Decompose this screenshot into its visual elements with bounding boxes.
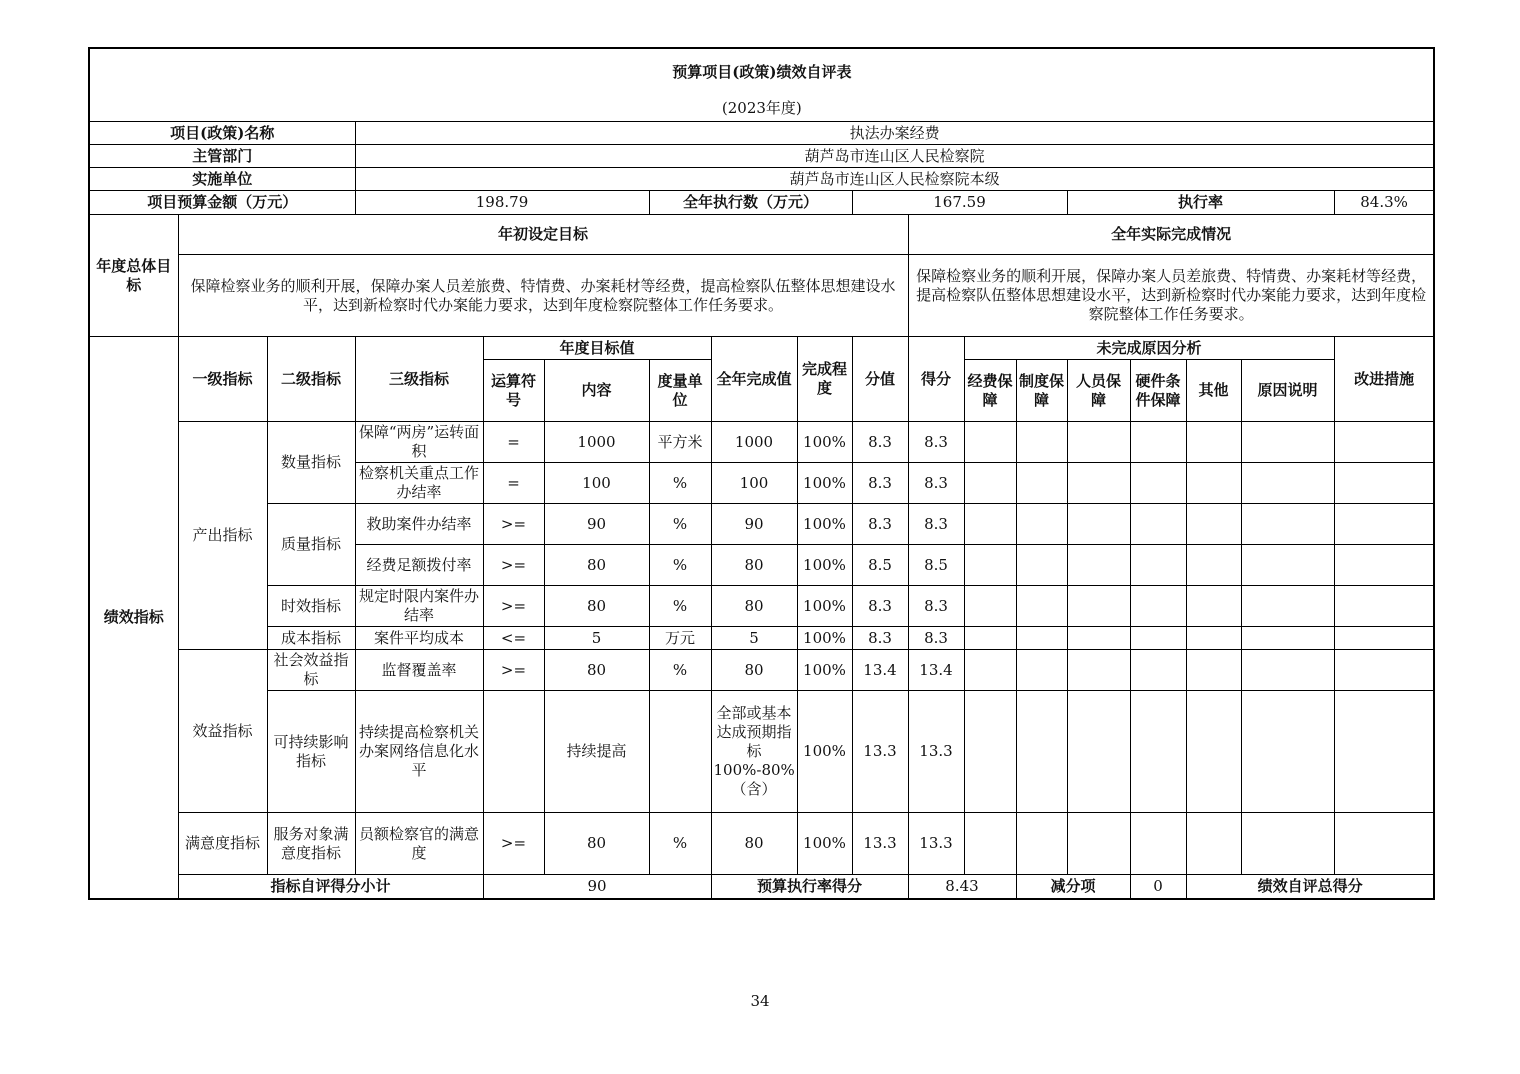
performance-table <box>88 47 1435 900</box>
indicator-degree: 100% <box>797 422 852 463</box>
project-row <box>89 122 1434 145</box>
indicator-score: 13.4 <box>908 650 964 691</box>
indicator-actual: 80 <box>711 586 797 627</box>
indicator-actual: 80 <box>711 545 797 586</box>
indicator-op: = <box>483 463 544 504</box>
indicator-name: 检察机关重点工作办结率 <box>355 463 483 504</box>
indicator-op: >= <box>483 586 544 627</box>
goal-header-row <box>89 215 1434 255</box>
group-quality: 质量指标 <box>267 504 355 586</box>
subtotal-value: 90 <box>483 875 711 899</box>
indicator-content: 80 <box>544 813 649 875</box>
indicator-score: 8.3 <box>908 422 964 463</box>
indicator-max: 13.3 <box>852 813 908 875</box>
header-reason-staff: 人员保障 <box>1067 360 1130 422</box>
goal-set-text: 保障检察业务的顺利开展，保障办案人员差旅费、特情费、办案耗材等经费，提高检察队伍整体思想建设水平，达到新检察时代办案能力要求，达到年度检察院整体工作任务要求。 <box>178 255 908 337</box>
indicator-unit: % <box>649 463 711 504</box>
header-target: 年度目标值 <box>483 337 711 360</box>
goal-text-row <box>89 255 1434 337</box>
unit-row <box>89 168 1434 191</box>
perf-label: 绩效指标 <box>89 337 178 899</box>
indicator-name: 监督覆盖率 <box>355 650 483 691</box>
indicator-actual: 90 <box>711 504 797 545</box>
dept-label: 主管部门 <box>89 145 355 168</box>
indicator-max: 8.3 <box>852 463 908 504</box>
indicator-op: >= <box>483 504 544 545</box>
page-title: 预算项目(政策)绩效自评表 <box>89 48 1434 95</box>
year-subtitle: (2023年度) <box>89 95 1434 122</box>
indicator-op: >= <box>483 813 544 875</box>
budget-value: 198.79 <box>355 191 649 215</box>
indicator-content: 80 <box>544 545 649 586</box>
indicator-unit <box>649 691 711 813</box>
indicator-degree: 100% <box>797 504 852 545</box>
indicator-max: 8.3 <box>852 586 908 627</box>
indicator-content: 80 <box>544 650 649 691</box>
indicator-content: 持续提高 <box>544 691 649 813</box>
table-row <box>89 422 1434 463</box>
header-l1: 一级指标 <box>178 337 267 422</box>
budget-label: 项目预算金额（万元） <box>89 191 355 215</box>
title-row <box>89 48 1434 95</box>
project-label: 项目(政策)名称 <box>89 122 355 145</box>
indicator-actual: 80 <box>711 650 797 691</box>
indicator-content: 80 <box>544 586 649 627</box>
header-l2: 二级指标 <box>267 337 355 422</box>
indicator-max: 8.3 <box>852 504 908 545</box>
group-social: 社会效益指标 <box>267 650 355 691</box>
goal-label: 年度总体目标 <box>89 215 178 337</box>
indicator-op: >= <box>483 650 544 691</box>
indicator-name: 经费足额拨付率 <box>355 545 483 586</box>
page-number: 34 <box>750 992 770 1010</box>
group-service: 服务对象满意度指标 <box>267 813 355 875</box>
indicator-max: 8.5 <box>852 545 908 586</box>
group-quantity: 数量指标 <box>267 422 355 504</box>
indicator-degree: 100% <box>797 627 852 650</box>
rate-label: 执行率 <box>1067 191 1334 215</box>
indicator-name: 员额检察官的满意度 <box>355 813 483 875</box>
rate-value: 84.3% <box>1334 191 1434 215</box>
header-actual: 全年完成值 <box>711 337 797 422</box>
goal-done-header: 全年实际完成情况 <box>908 215 1434 255</box>
group-cost: 成本指标 <box>267 627 355 650</box>
indicator-degree: 100% <box>797 545 852 586</box>
footer-row <box>89 875 1434 899</box>
indicator-header-row-1 <box>89 337 1434 360</box>
header-unit: 度量单位 <box>649 360 711 422</box>
group-benefit: 效益指标 <box>178 650 267 813</box>
indicator-op: >= <box>483 545 544 586</box>
exec-value: 167.59 <box>852 191 1067 215</box>
header-reason: 未完成原因分析 <box>964 337 1334 360</box>
indicator-score: 8.3 <box>908 463 964 504</box>
header-l3: 三级指标 <box>355 337 483 422</box>
group-sustain: 可持续影响指标 <box>267 691 355 813</box>
indicator-degree: 100% <box>797 463 852 504</box>
indicator-max: 8.3 <box>852 627 908 650</box>
indicator-score: 8.3 <box>908 504 964 545</box>
indicator-score: 8.3 <box>908 586 964 627</box>
goal-done-text: 保障检察业务的顺利开展，保障办案人员差旅费、特情费、办案耗材等经费，提高检察队伍整体思想建设水平，达到新检察时代办案能力要求，达到年度检察院整体工作任务要求。 <box>908 255 1434 337</box>
indicator-score: 8.3 <box>908 627 964 650</box>
indicator-op: = <box>483 422 544 463</box>
indicator-max: 8.3 <box>852 422 908 463</box>
exec-label: 全年执行数（万元） <box>649 191 852 215</box>
table-row <box>89 627 1434 650</box>
deduct-value: 0 <box>1130 875 1186 899</box>
indicator-op: <= <box>483 627 544 650</box>
header-improve: 改进措施 <box>1334 337 1434 422</box>
header-score: 得分 <box>908 337 964 422</box>
header-score-max: 分值 <box>852 337 908 422</box>
indicator-actual: 80 <box>711 813 797 875</box>
indicator-score: 13.3 <box>908 691 964 813</box>
header-reason-funding: 经费保障 <box>964 360 1016 422</box>
indicator-unit: % <box>649 504 711 545</box>
indicator-actual: 1000 <box>711 422 797 463</box>
table-row <box>89 504 1434 545</box>
table-row <box>89 691 1434 813</box>
unit-value: 葫芦岛市连山区人民检察院本级 <box>355 168 1434 191</box>
unit-label: 实施单位 <box>89 168 355 191</box>
header-reason-other: 其他 <box>1186 360 1241 422</box>
indicator-degree: 100% <box>797 691 852 813</box>
indicator-content: 5 <box>544 627 649 650</box>
group-timeliness: 时效指标 <box>267 586 355 627</box>
indicator-unit: 万元 <box>649 627 711 650</box>
group-output: 产出指标 <box>178 422 267 650</box>
indicator-unit: % <box>649 813 711 875</box>
indicator-name: 救助案件办结率 <box>355 504 483 545</box>
table-row <box>89 813 1434 875</box>
indicator-content: 100 <box>544 463 649 504</box>
indicator-op <box>483 691 544 813</box>
indicator-max: 13.3 <box>852 691 908 813</box>
indicator-content: 90 <box>544 504 649 545</box>
indicator-actual: 全部或基本达成预期指标100%-80%（含） <box>711 691 797 813</box>
indicator-score: 13.3 <box>908 813 964 875</box>
group-satisfaction: 满意度指标 <box>178 813 267 875</box>
header-degree: 完成程度 <box>797 337 852 422</box>
project-value: 执法办案经费 <box>355 122 1434 145</box>
header-reason-hardware: 硬件条件保障 <box>1130 360 1186 422</box>
dept-value: 葫芦岛市连山区人民检察院 <box>355 145 1434 168</box>
indicator-name: 案件平均成本 <box>355 627 483 650</box>
header-content: 内容 <box>544 360 649 422</box>
table-row <box>89 586 1434 627</box>
year-row <box>89 95 1434 122</box>
budget-score-value: 8.43 <box>908 875 1016 899</box>
indicator-content: 1000 <box>544 422 649 463</box>
indicator-degree: 100% <box>797 813 852 875</box>
indicator-name: 规定时限内案件办结率 <box>355 586 483 627</box>
indicator-name: 持续提高检察机关办案网络信息化水平 <box>355 691 483 813</box>
header-reason-system: 制度保障 <box>1016 360 1067 422</box>
subtotal-label: 指标自评得分小计 <box>178 875 483 899</box>
indicator-unit: % <box>649 650 711 691</box>
indicator-degree: 100% <box>797 586 852 627</box>
indicator-unit: % <box>649 586 711 627</box>
header-op: 运算符号 <box>483 360 544 422</box>
budget-score-label: 预算执行率得分 <box>711 875 908 899</box>
table-row <box>89 650 1434 691</box>
indicator-actual: 5 <box>711 627 797 650</box>
deduct-label: 减分项 <box>1016 875 1130 899</box>
dept-row <box>89 145 1434 168</box>
indicator-max: 13.4 <box>852 650 908 691</box>
indicator-name: 保障“两房”运转面积 <box>355 422 483 463</box>
indicator-unit: 平方米 <box>649 422 711 463</box>
goal-set-header: 年初设定目标 <box>178 215 908 255</box>
indicator-degree: 100% <box>797 650 852 691</box>
total-label: 绩效自评总得分 <box>1186 875 1434 899</box>
indicator-actual: 100 <box>711 463 797 504</box>
indicator-unit: % <box>649 545 711 586</box>
budget-row <box>89 191 1434 215</box>
header-reason-note: 原因说明 <box>1241 360 1334 422</box>
indicator-score: 8.5 <box>908 545 964 586</box>
